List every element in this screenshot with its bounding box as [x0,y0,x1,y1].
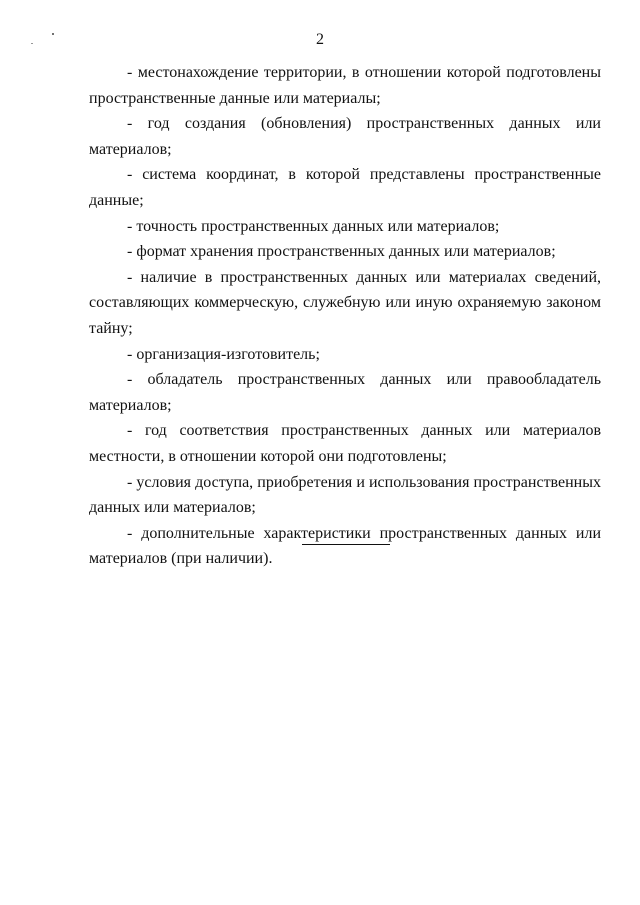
list-item-location: - местонахождение территории, в отношении которой подготовлены пространственные данные или материалы; [89,64,601,107]
list-item-producer-organization: - организация-изготовитель; [127,345,320,363]
list-item-accuracy: - точность пространственных данных или материалов; [127,217,500,235]
list-item-storage-format: - формат хранения пространственных данных или материалов; [127,243,556,261]
list-item-additional-characteristics: - дополнительные характеристики пространственных данных или материалов (при наличии). [89,524,601,568]
list-item-coordinate-system: - система координат, в которой представлены пространственные данные; [89,166,601,209]
list-item-access-conditions: - условия доступа, приобретения и использования пространственных данных или материалов; [89,473,601,517]
document-body [89,60,601,572]
list-item-terrain-conformity-year: - год соответствия пространственных данных или материалов местности, в отношении которой они подготовлены; [89,422,601,465]
list-item-creation-year: - год создания (обновления) пространственных данных или материалов; [89,115,601,158]
page-number: 2 [316,31,324,48]
list-item-rights-holder: - обладатель пространственных данных или правообладатель материалов; [89,371,601,414]
list-item-secret-information: - наличие в пространственных данных или материалах сведений, составляющих коммерческую, служебную или иную охраняемую законом тайну; [89,268,601,337]
end-of-text-rule [302,544,390,545]
